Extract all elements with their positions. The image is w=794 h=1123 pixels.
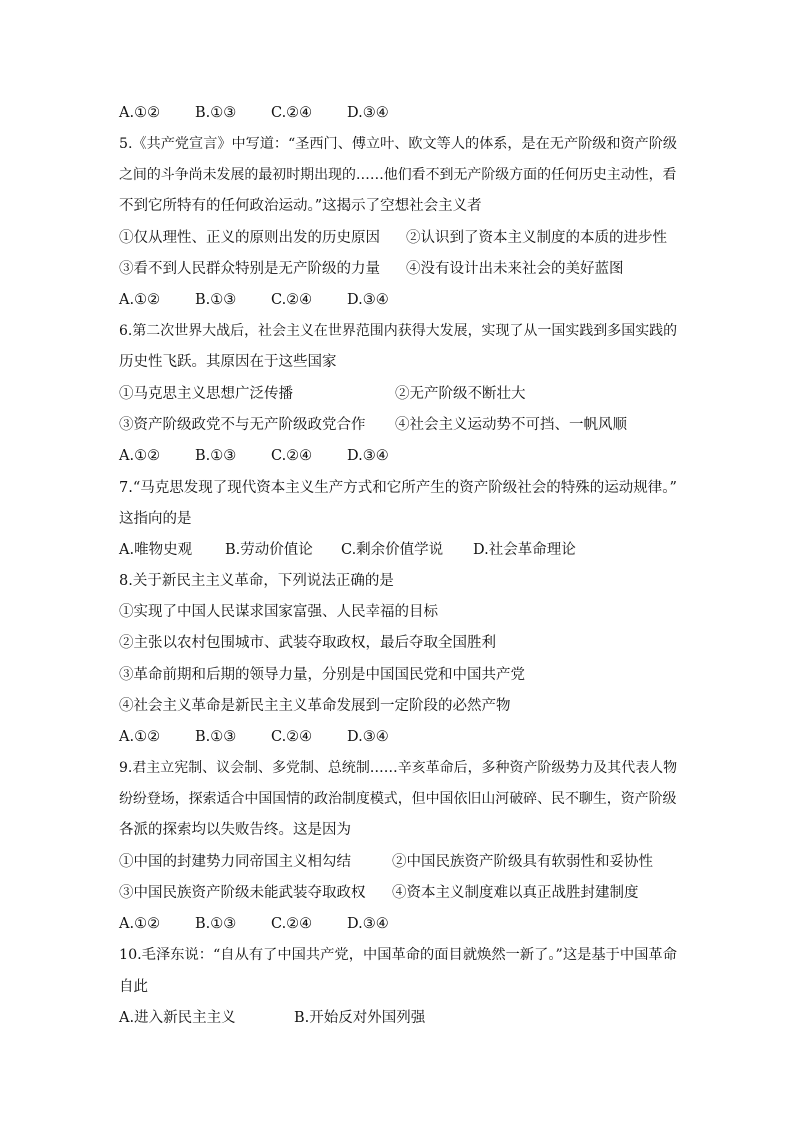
q9-answer-d: D.③④: [347, 916, 389, 932]
q9-stem-line-3: 各派的探索均以失败告终。这是因为: [119, 822, 351, 838]
q5-option-2: ②认识到了资本主义制度的本质的进步性: [406, 230, 667, 246]
q8-option-1: ①实现了中国人民谋求国家富强、人民幸福的目标: [119, 604, 438, 620]
q6-answer-b: B.①③: [195, 448, 237, 464]
q5-answer-b: B.①③: [195, 292, 237, 308]
q8-option-4: ④社会主义革命是新民主主义革命发展到一定阶段的必然产物: [119, 698, 511, 714]
q6-option-1: ①马克思主义思想广泛传播: [119, 386, 293, 402]
q9-answer-c: C.②④: [271, 916, 313, 932]
q8-answer-c: C.②④: [271, 729, 313, 745]
q5-answer-a: A.①②: [119, 292, 161, 308]
q10-stem-line-1: 10.毛泽东说：“自从有了中国共产党，中国革命的面目就焕然一新了。”这是基于中国革命: [119, 947, 677, 963]
q5-answer-c: C.②④: [271, 292, 313, 308]
q8-option-2: ②主张以农村包围城市、武装夺取政权，最后夺取全国胜利: [119, 635, 496, 651]
q8-answer-a: A.①②: [119, 729, 161, 745]
q5-stem-line-1: 5.《共产党宣言》中写道：“圣西门、傅立叶、欧文等人的体系，是在无产阶级和资产阶级: [119, 136, 678, 152]
q7-answer-a: A.唯物史观: [119, 542, 193, 558]
q6-option-2: ②无产阶级不断壮大: [395, 386, 526, 402]
q7-answer-c: C.剩余价值学说: [341, 542, 444, 558]
q9-answer-a: A.①②: [119, 916, 161, 932]
q9-option-4: ④资本主义制度难以真正战胜封建制度: [392, 885, 639, 901]
q4-answer-c: C.②④: [271, 105, 313, 121]
q10-answer-a: A.进入新民主主义: [119, 1010, 236, 1026]
q6-answer-d: D.③④: [347, 448, 389, 464]
q6-answer-a: A.①②: [119, 448, 161, 464]
q9-option-2: ②中国民族资产阶级具有软弱性和妥协性: [392, 854, 653, 870]
q9-stem-line-1: 9.君主立宪制、议会制、多党制、总统制……辛亥革命后，多种资产阶级势力及其代表人物: [119, 760, 678, 776]
q6-stem-line-1: 6.第二次世界大战后，社会主义在世界范围内获得大发展，实现了从一国实践到多国实践的: [119, 323, 678, 339]
q7-answer-d: D.社会革命理论: [473, 542, 576, 558]
q5-option-1: ①仅从理性、正义的原则出发的历史原因: [119, 230, 380, 246]
q6-stem-line-2: 历史性飞跃。其原因在于这些国家: [119, 354, 337, 370]
q8-answer-d: D.③④: [347, 729, 389, 745]
q10-stem-line-2: 自此: [119, 979, 148, 995]
q5-answer-d: D.③④: [347, 292, 389, 308]
q5-stem-line-2: 之间的斗争尚未发展的最初时期出现的……他们看不到无产阶级方面的任何历史主动性，看: [119, 167, 677, 183]
q8-option-3: ③革命前期和后期的领导力量，分别是中国国民党和中国共产党: [119, 667, 525, 683]
q4-answer-d: D.③④: [347, 105, 389, 121]
q5-option-4: ④没有设计出未来社会的美好蓝图: [406, 261, 624, 277]
q6-option-3: ③资产阶级政党不与无产阶级政党合作: [119, 417, 366, 433]
q6-answer-c: C.②④: [271, 448, 313, 464]
q7-answer-b: B.劳动价值论: [225, 542, 313, 558]
q8-stem-line-1: 8.关于新民主主义革命，下列说法正确的是: [119, 573, 394, 589]
q8-answer-b: B.①③: [195, 729, 237, 745]
q7-stem-line-2: 这指向的是: [119, 511, 192, 527]
q4-answer-b: B.①③: [195, 105, 237, 121]
q10-answer-b: B.开始反对外国列强: [294, 1010, 426, 1026]
q7-stem-line-1: 7.“马克思发现了现代资本主义生产方式和它所产生的资产阶级社会的特殊的运动规律。”: [119, 480, 677, 496]
q9-option-1: ①中国的封建势力同帝国主义相勾结: [119, 854, 351, 870]
q4-answer-a: A.①②: [119, 105, 161, 121]
q6-option-4: ④社会主义运动势不可挡、一帆风顺: [395, 417, 627, 433]
q9-answer-b: B.①③: [195, 916, 237, 932]
q9-option-3: ③中国民族资产阶级未能武装夺取政权: [119, 885, 366, 901]
q5-stem-line-3: 不到它所特有的任何政治运动。”这揭示了空想社会主义者: [119, 198, 482, 214]
q9-stem-line-2: 纷纷登场，探索适合中国国情的政治制度模式，但中国依旧山河破碎、民不聊生，资产阶级: [119, 791, 677, 807]
q5-option-3: ③看不到人民群众特别是无产阶级的力量: [119, 261, 380, 277]
